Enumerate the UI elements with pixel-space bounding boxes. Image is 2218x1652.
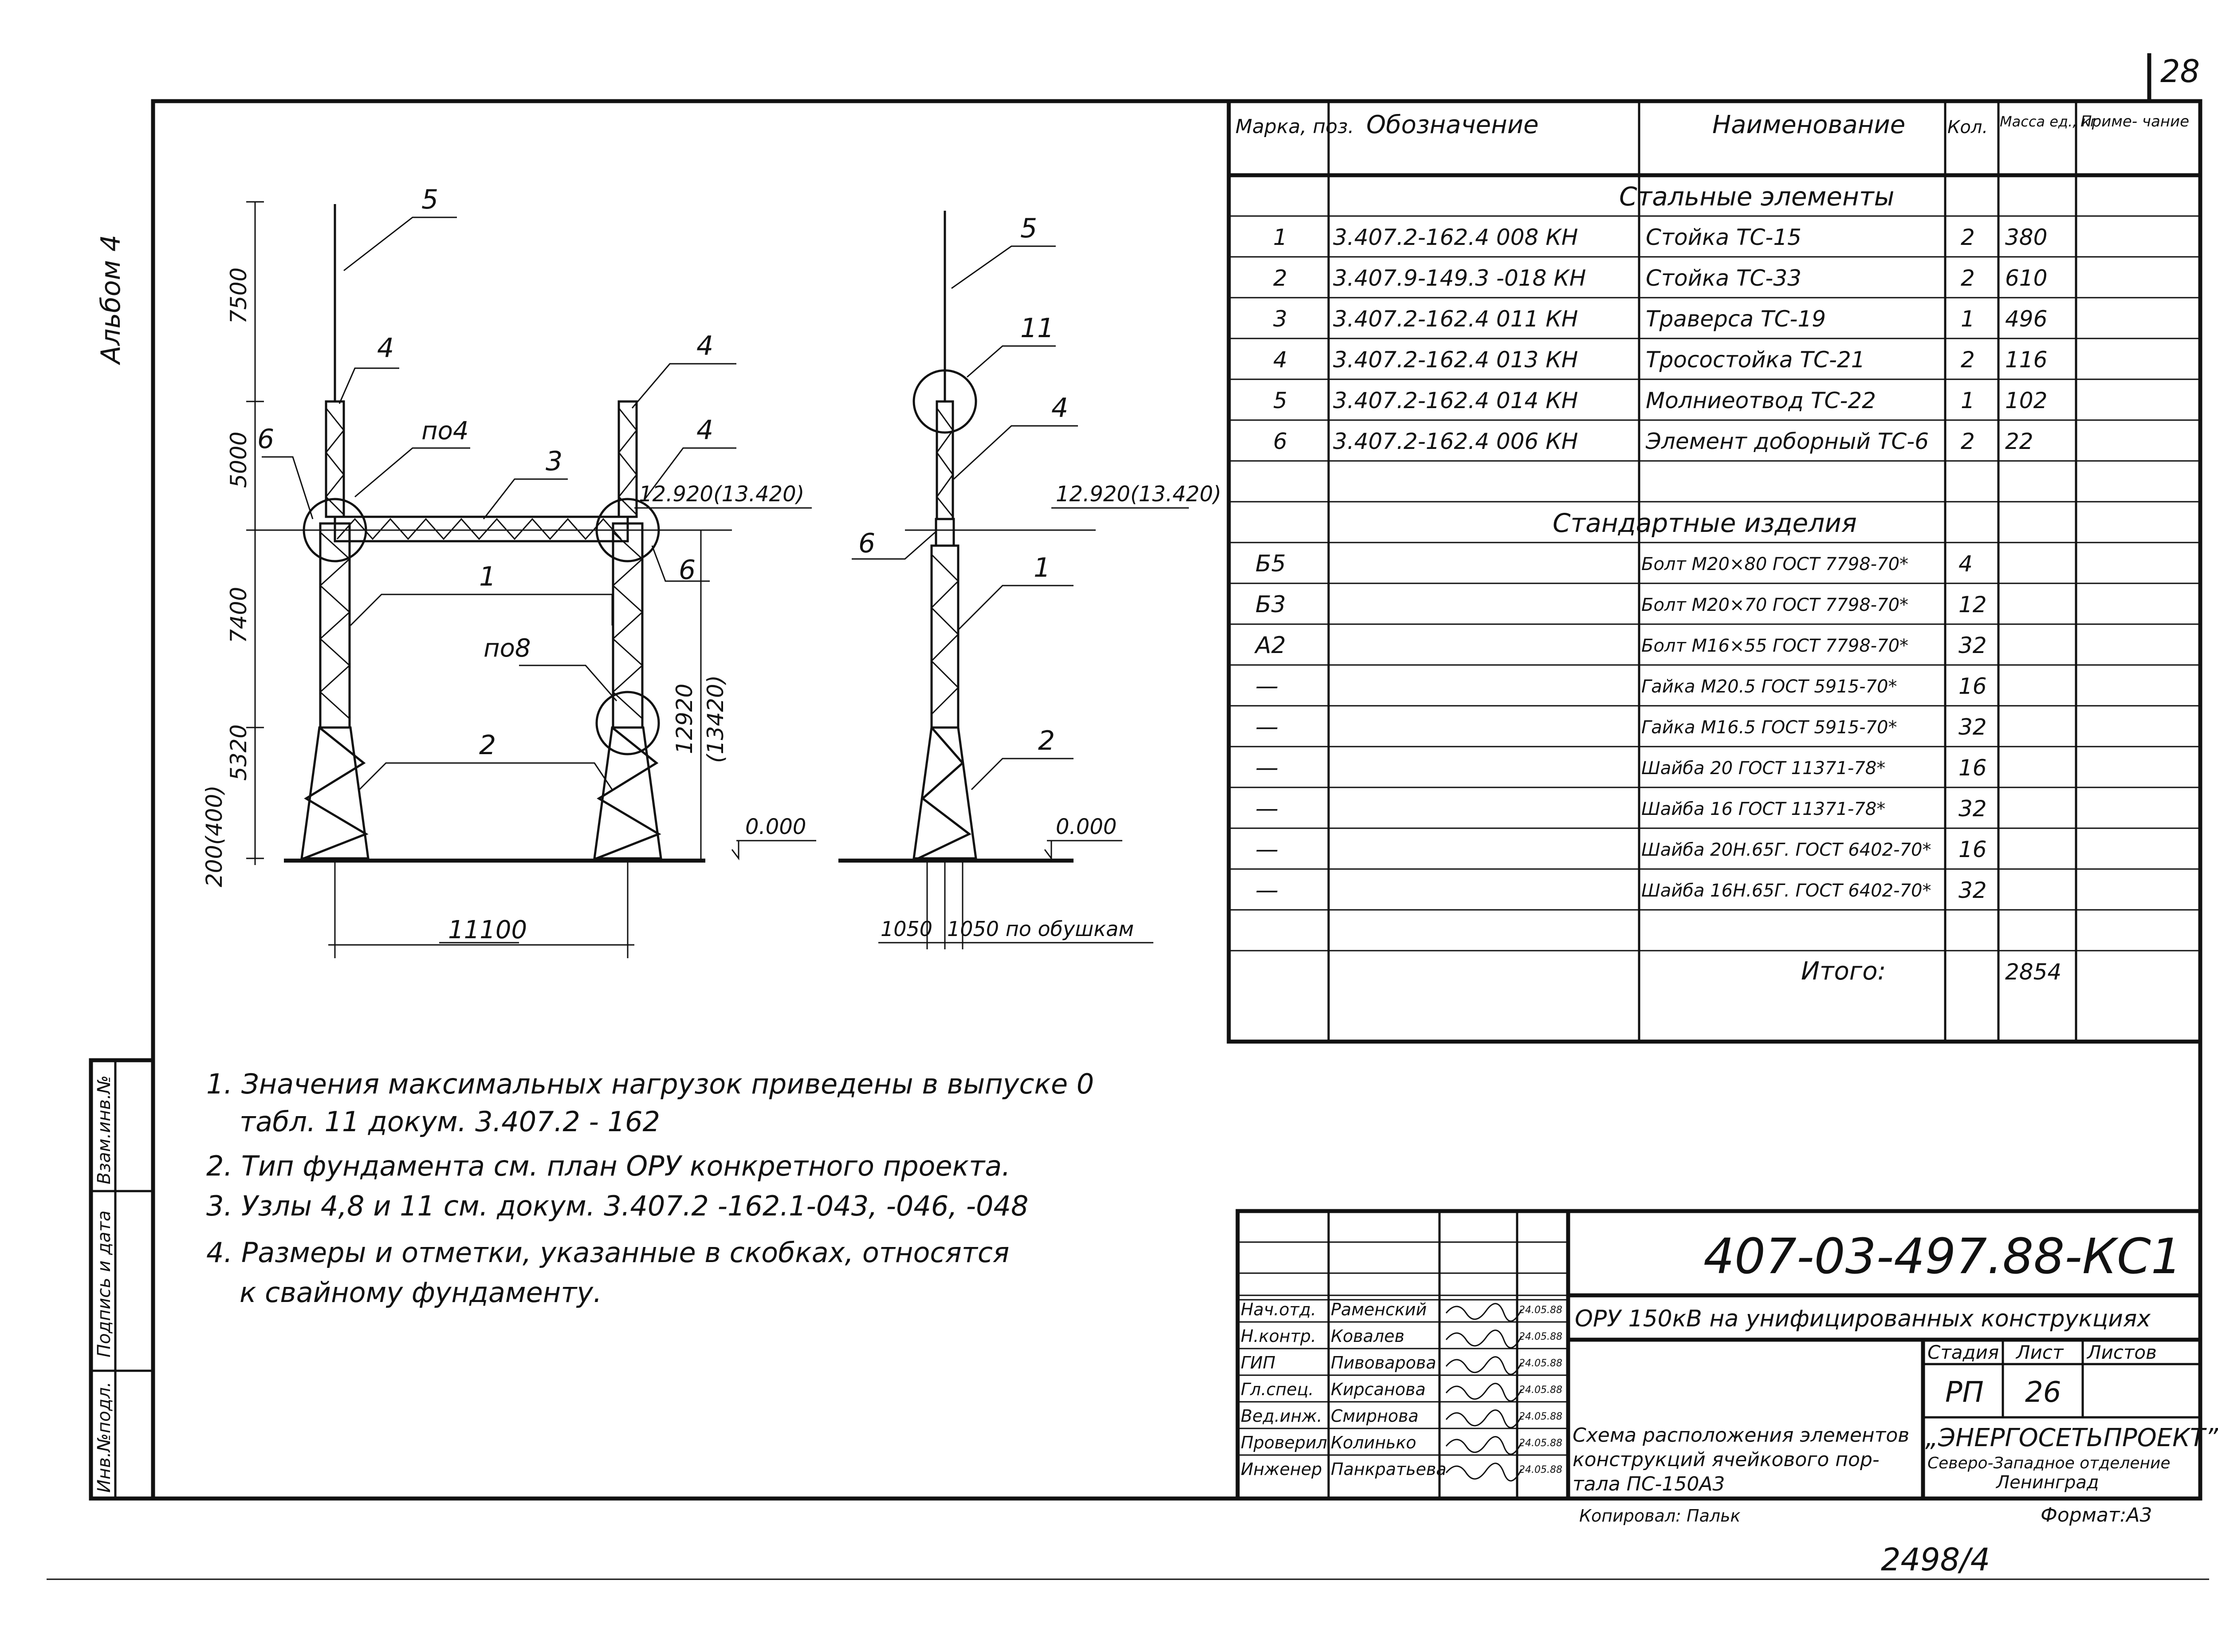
steel-row-name: Молниеотвод ТС-22 — [1646, 388, 1876, 413]
handwritten-signature — [1446, 1384, 1522, 1401]
note-line: табл. 11 докум. 3.407.2 - 162 — [240, 1105, 660, 1138]
note-line: к свайному фундаменту. — [240, 1276, 602, 1309]
bottom-number: 2498/4 — [1881, 1542, 1990, 1578]
sheet-label: Лист — [2016, 1341, 2064, 1363]
org-branch: Северо-Западное отделение — [1927, 1454, 2171, 1472]
callout-11: 11 — [1020, 313, 1054, 344]
signature-role: Проверил — [1241, 1433, 1327, 1452]
org-city: Ленинград — [1996, 1472, 2099, 1493]
signature-date: 24.05.88 — [1519, 1464, 1562, 1475]
title-block — [1238, 1211, 2218, 1499]
callout-1: 1 — [479, 561, 496, 592]
signature-name: Раменский — [1331, 1300, 1427, 1319]
callout-4-left: 4 — [377, 333, 394, 364]
document-code: 407-03-497.88-КС1 — [1703, 1228, 2182, 1285]
total-label: Итого: — [1801, 957, 1886, 986]
dim-height: 12920 — [672, 683, 697, 754]
std-row-name: Шайба 20 ГОСТ 11371-78* — [1641, 758, 1886, 779]
copied-label: Копировал: Пальк — [1579, 1506, 1741, 1526]
handwritten-signature — [1446, 1357, 1522, 1375]
signature-name: Смирнова — [1331, 1406, 1419, 1426]
front-view-drawing — [201, 184, 816, 958]
level-zero-front: 0.000 — [745, 814, 806, 839]
col-header-mark: Марка, поз. — [1235, 115, 1354, 138]
steel-row-mass: 102 — [2005, 388, 2048, 413]
handwritten-signature — [1446, 1463, 1522, 1481]
album-label: Альбом 4 — [95, 235, 126, 364]
steel-row-qty: 2 — [1961, 265, 1975, 291]
signature-date: 24.05.88 — [1519, 1331, 1562, 1342]
std-row-name: Шайба 20Н.65Г. ГОСТ 6402-70* — [1641, 840, 1931, 860]
callout-1-side: 1 — [1034, 552, 1051, 583]
steel-row-qty: 2 — [1961, 347, 1975, 373]
signature-name: Ковалев — [1331, 1326, 1404, 1346]
format-label: Формат:А3 — [2041, 1504, 2152, 1526]
callout-5-side: 5 — [1020, 213, 1038, 244]
handwritten-signature — [1446, 1330, 1522, 1348]
steel-row-name: Траверса ТС-19 — [1646, 306, 1826, 332]
handwritten-signature — [1446, 1437, 1522, 1455]
std-row-mark: — — [1255, 673, 1278, 700]
total-mass: 2854 — [2005, 959, 2062, 985]
sheet-value: 26 — [2025, 1376, 2061, 1409]
steel-row-name: Стойка ТС-33 — [1646, 265, 1801, 291]
steel-row-designation: 3.407.2-162.4 014 КН — [1333, 388, 1578, 413]
dim-vertical-5320: 5320 — [226, 724, 252, 781]
signature-name: Панкратьева — [1331, 1459, 1447, 1479]
col-header-name: Наименование — [1712, 110, 1906, 139]
steel-row-designation: 3.407.2-162.4 008 КН — [1333, 224, 1578, 250]
std-row-qty: 16 — [1958, 755, 1987, 781]
sheet-title-line-3: тала ПС-150А3 — [1573, 1473, 1725, 1495]
spec-rows — [1229, 181, 2200, 986]
steel-row-mark: 4 — [1273, 347, 1287, 373]
steel-row-mark: 3 — [1273, 306, 1287, 332]
std-row-qty: 4 — [1958, 551, 1973, 577]
steel-row-mark: 1 — [1273, 224, 1287, 250]
dim-side-left: 1050 — [881, 917, 933, 941]
signature-rows — [1238, 1295, 1568, 1481]
steel-row-designation: 3.407.2-162.4 006 КН — [1333, 429, 1578, 454]
signature-name: Пивоварова — [1331, 1353, 1436, 1373]
std-row-mark: — — [1255, 795, 1278, 822]
signature-date: 24.05.88 — [1519, 1305, 1562, 1316]
steel-row-qty: 2 — [1961, 429, 1975, 454]
callout-3: 3 — [546, 446, 563, 477]
steel-row-mass: 380 — [2005, 224, 2048, 250]
steel-row-qty: 1 — [1961, 306, 1975, 332]
signature-role: Н.контр. — [1241, 1326, 1317, 1346]
dim-vertical-5000: 5000 — [226, 431, 252, 488]
steel-row-qty: 2 — [1961, 224, 1975, 250]
signature-role: ГИП — [1241, 1353, 1276, 1373]
note-line: 2. Тип фундамента см. план ОРУ конкретного проекта. — [206, 1150, 1011, 1182]
std-row-name: Гайка М20.5 ГОСТ 5915-70* — [1641, 677, 1897, 697]
signature-date: 24.05.88 — [1519, 1411, 1562, 1422]
std-row-mark: — — [1255, 836, 1278, 863]
signature-date: 24.05.88 — [1519, 1385, 1562, 1396]
steel-row-mass: 116 — [2005, 347, 2048, 373]
signature-role: Гл.спец. — [1241, 1380, 1314, 1399]
sheet-title-line-1: Схема расположения элементов — [1573, 1424, 1910, 1447]
std-row-name: Болт М16×55 ГОСТ 7798-70* — [1641, 636, 1909, 656]
std-row-name: Шайба 16 ГОСТ 11371-78* — [1641, 799, 1886, 819]
steel-row-mass: 496 — [2005, 306, 2048, 332]
steel-row-mass: 610 — [2005, 265, 2048, 291]
level-zero-side: 0.000 — [1056, 814, 1117, 839]
col-header-note: Приме- чание — [2080, 113, 2190, 130]
sheet-title-line-2: конструкций ячейкового пор- — [1573, 1448, 1880, 1471]
callout-po8: по8 — [484, 634, 531, 663]
steel-row-qty: 1 — [1961, 388, 1975, 413]
dim-vertical-7400: 7400 — [226, 586, 252, 643]
signature-name: Колинько — [1331, 1433, 1416, 1452]
dim-height-alt: (13420) — [703, 675, 728, 763]
callout-5-front: 5 — [421, 184, 439, 215]
margin-label-replace: Взам.инв.№ — [94, 1075, 114, 1184]
std-row-mark: — — [1255, 714, 1278, 740]
col-header-designation: Обозначение — [1366, 110, 1539, 139]
side-view-drawing — [838, 211, 1221, 949]
dim-vertical-200: 200(400) — [201, 785, 227, 887]
note-line: 4. Размеры и отметки, указанные в скобках, относятся — [206, 1236, 1010, 1269]
std-row-mark: Б5 — [1255, 551, 1286, 577]
level-top-front: 12.920(13.420) — [639, 482, 805, 507]
std-row-qty: 32 — [1958, 796, 1987, 822]
org-name: „ЭНЕРГОСЕТЬПРОЕКТ” — [1925, 1424, 2218, 1452]
std-row-mark: — — [1255, 877, 1278, 904]
callout-6-left: 6 — [257, 424, 275, 455]
project-name: ОРУ 150кВ на унифицированных конструкциях — [1575, 1306, 2151, 1332]
steel-row-mass: 22 — [2005, 429, 2033, 454]
specification-table — [1229, 101, 2200, 1042]
std-row-qty: 32 — [1958, 714, 1987, 740]
std-row-name: Шайба 16Н.65Г. ГОСТ 6402-70* — [1641, 881, 1931, 901]
page-number: 28 — [2160, 53, 2200, 90]
handwritten-signature — [1446, 1304, 1522, 1322]
std-row-name: Гайка М16.5 ГОСТ 5915-70* — [1641, 717, 1897, 738]
std-row-qty: 16 — [1958, 837, 1987, 862]
steel-row-mark: 5 — [1273, 388, 1287, 413]
col-header-qty: Кол. — [1947, 117, 1988, 138]
steel-row-designation: 3.407.2-162.4 011 КН — [1333, 306, 1578, 332]
signature-date: 24.05.88 — [1519, 1358, 1562, 1369]
std-row-name: Болт М20×80 ГОСТ 7798-70* — [1641, 554, 1909, 574]
stage-label: Стадия — [1927, 1341, 1999, 1363]
callout-6-side: 6 — [858, 528, 876, 559]
section-std-title: Стандартные изделия — [1553, 508, 1857, 538]
section-steel-title: Стальные элементы — [1619, 181, 1895, 212]
margin-label-sign: Подпись и дата — [94, 1210, 114, 1357]
steel-row-designation: 3.407.9-149.3 -018 КН — [1333, 265, 1586, 291]
steel-row-name: Стойка ТС-15 — [1646, 224, 1801, 250]
callout-2-front: 2 — [479, 730, 496, 761]
signature-role: Нач.отд. — [1241, 1300, 1317, 1319]
std-row-qty: 16 — [1958, 673, 1987, 699]
std-row-qty: 12 — [1958, 592, 1987, 618]
signature-role: Вед.инж. — [1241, 1406, 1322, 1426]
steel-row-name: Тросостойка ТС-21 — [1646, 347, 1865, 373]
sheets-label: Листов — [2087, 1341, 2157, 1363]
callout-4-top-right: 4 — [696, 330, 714, 362]
callout-po4: по4 — [421, 417, 469, 445]
note-line: 1. Значения максимальных нагрузок приведены в выпуске 0 — [206, 1068, 1094, 1100]
signature-name: Кирсанова — [1331, 1380, 1426, 1399]
general-notes — [206, 1068, 1094, 1309]
dim-span: 11100 — [448, 916, 527, 944]
steel-row-designation: 3.407.2-162.4 013 КН — [1333, 347, 1578, 373]
note-line: 3. Узлы 4,8 и 11 см. докум. 3.407.2 -162.1-043, -046, -048 — [206, 1190, 1029, 1222]
std-row-qty: 32 — [1958, 633, 1987, 658]
steel-row-mark: 6 — [1273, 429, 1287, 454]
std-row-name: Болт М20×70 ГОСТ 7798-70* — [1641, 595, 1909, 615]
steel-row-mark: 2 — [1273, 265, 1287, 291]
dim-side-right: 1050 по обушкам — [947, 917, 1134, 941]
handwritten-signature — [1446, 1410, 1522, 1428]
callout-4-side: 4 — [1051, 393, 1069, 424]
steel-row-name: Элемент доборный ТС-6 — [1646, 429, 1929, 454]
left-margin-strip — [91, 1060, 153, 1499]
std-row-mark: — — [1255, 755, 1278, 781]
signature-date: 24.05.88 — [1519, 1438, 1562, 1449]
level-top-side: 12.920(13.420) — [1056, 482, 1222, 507]
callout-2-side: 2 — [1038, 725, 1055, 756]
std-row-qty: 32 — [1958, 877, 1987, 903]
margin-label-inv: Инв.№подл. — [94, 1381, 114, 1493]
std-row-mark: Б3 — [1255, 591, 1286, 618]
col-header-mass: Масса ед., кг — [2000, 113, 2098, 130]
signature-role: Инженер — [1241, 1459, 1322, 1479]
stage-value: РП — [1945, 1376, 1984, 1409]
callout-6-right: 6 — [679, 555, 696, 586]
dim-vertical-7500: 7500 — [226, 267, 252, 324]
callout-4-right: 4 — [696, 415, 714, 446]
std-row-mark: А2 — [1255, 632, 1286, 659]
